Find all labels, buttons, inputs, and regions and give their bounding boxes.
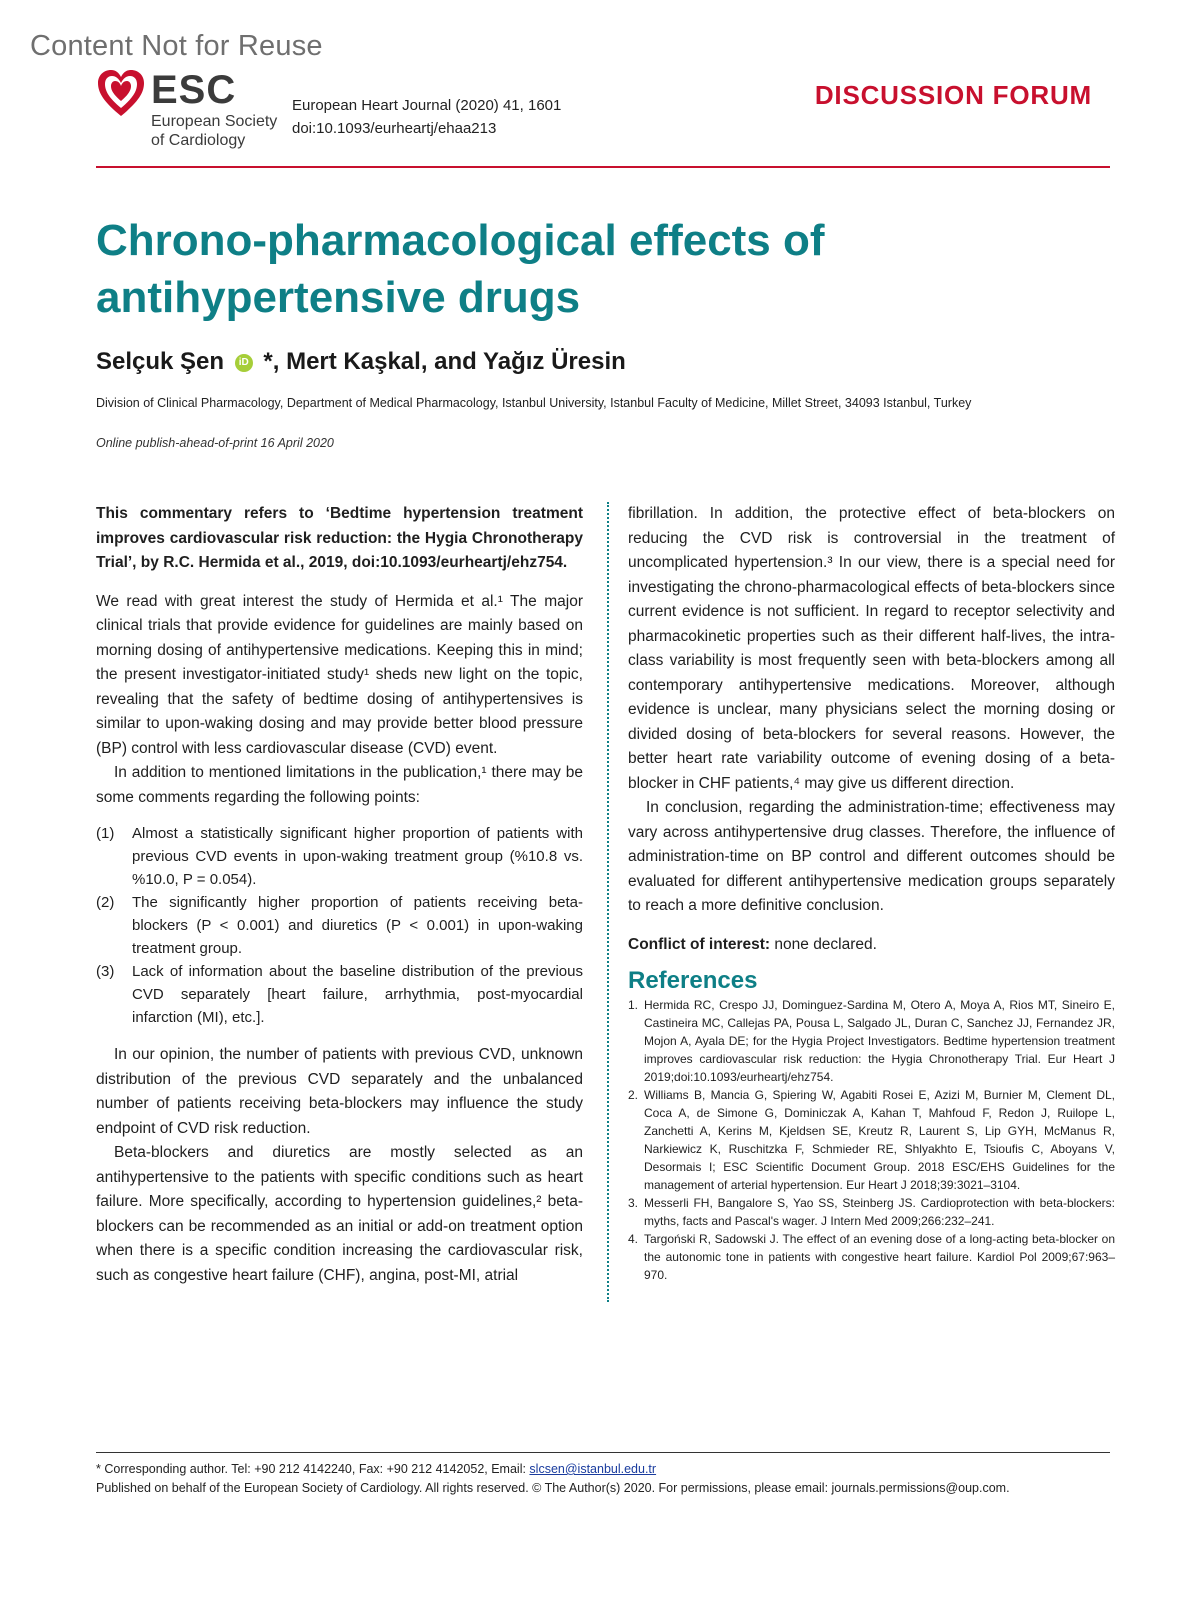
logo-wordmark: ESC: [151, 68, 237, 112]
point-number: (3): [96, 963, 115, 980]
point-text: Almost a statistically significant higher proportion of patients with previous CVD events in upon-waking treatment group (%10.8 vs. %10.0, P = 0.054).: [132, 825, 583, 888]
paragraph-2: In addition to mentioned limitations in the publication,¹ there may be some comments regarding the following points:: [96, 764, 583, 806]
point-text: Lack of information about the baseline distribution of the previous CVD separately [heart failure, arrhythmia, post-myocardial infarction (MI), etc.].: [132, 963, 583, 1026]
column-divider: [607, 502, 609, 1302]
email-link[interactable]: slcsen@istanbul.edu.tr: [529, 1462, 657, 1476]
paragraph-5: fibrillation. In addition, the protective effect of beta-blockers on reducing the CVD risk is controversial in the treatment of uncomplicated hypertension.³ In our view, there is a special need for investigating the chrono-pharmacological effects of beta-blockers since current evidence is not sufficient. In regard to receptor selectivity and pharmacokinetic properties such as their different half-lives, the intra-class variability is most frequently seen with beta-blockers among all contemporary antihypertensive medications. Moreover, although evidence is unclear, many physicians select the morning dosing or divided dosing of beta-blockers for several reasons. However, the better heart rate variability outcome of evening dosing of a beta-blocker in CHF patients,⁴ may give us different direction.: [628, 505, 1115, 792]
heart-icon: [96, 68, 146, 120]
esc-logo: [96, 68, 286, 148]
journal-citation: European Heart Journal (2020) 41, 1601: [292, 97, 562, 114]
reference-number: 2.: [628, 1087, 639, 1102]
coi-label: Conflict of interest:: [628, 935, 771, 953]
paragraph-3: In our opinion, the number of patients with previous CVD, unknown distribution of the previous CVD separately and the unbalanced number of patients receiving beta-blockers may influence the study endpoint of CVD risk reduction.: [96, 1046, 583, 1137]
publisher-note: Published on behalf of the European Society of Cardiology. All rights reserved. © The Author(s) 2020. For permissions, please email: journals.permissions@oup.com.: [96, 1481, 1010, 1495]
conflict-of-interest: [628, 933, 1115, 958]
orcid-icon[interactable]: iD: [235, 354, 253, 372]
coi-text: none declared.: [770, 935, 877, 953]
point-number: (1): [96, 825, 115, 842]
list-item: [96, 891, 583, 960]
author-1-name[interactable]: Selçuk Şen: [96, 348, 225, 375]
list-item: [96, 822, 583, 891]
reference-number: 4.: [628, 1231, 639, 1246]
point-number: (2): [96, 894, 115, 911]
reference-text: Targoński R, Sadowski J. The effect of an evening dose of a long-acting beta-blocker on the autonomic tone in patients with congestive heart failure. Kardiol Pol 2009;67:963–970.: [644, 1231, 1115, 1282]
reference-text: Messerli FH, Bangalore S, Yao SS, Steinberg JS. Cardioprotection with beta-blockers: myths, facts and Pascal's wager. J Intern Med 2009;266:232–241.: [644, 1195, 1115, 1228]
paragraph-6: In conclusion, regarding the administration-time; effectiveness may vary across antihypertensive drug classes. Therefore, the influence of administration-time on BP control and different outcomes should be evaluated for different antihypertensive medication groups separately to reach a more definitive conclusion.: [628, 799, 1115, 914]
footer: [96, 1460, 1010, 1498]
watermark-text: Content Not for Reuse: [30, 30, 323, 62]
point-text: The significantly higher proportion of patients receiving beta-blockers (P < 0.001) and diuretics (P < 0.001) in upon-waking treatment group.: [132, 894, 583, 957]
publish-note: Online publish-ahead-of-print 16 April 2020: [96, 436, 334, 450]
list-item: [96, 960, 583, 1029]
affiliation: Division of Clinical Pharmacology, Department of Medical Pharmacology, Istanbul University, Istanbul Faculty of Medicine, Millet Street, 34093 Istanbul, Turkey: [96, 396, 972, 410]
reference-item[interactable]: [628, 1086, 1115, 1194]
paragraph-1: We read with great interest the study of Hermida et al.¹ The major clinical trials that provide evidence for guidelines are mainly based on morning dosing of antihypertensive medications. Keeping this in mind; the present investigator-initiated study¹ sheds new light on the topic, revealing that the safety of bedtime dosing of antihypertensives is similar to upon-waking dosing and may provide better blood pressure (BP) control with less cardiovascular disease (CVD) event.: [96, 592, 583, 757]
header-divider: [96, 166, 1110, 168]
corresponding-author: [96, 1460, 1010, 1479]
points-list: [96, 822, 583, 1029]
reference-text: Hermida RC, Crespo JJ, Dominguez-Sardina M, Otero A, Moya A, Rios MT, Sineiro E, Castineira MC, Callejas PA, Pousa L, Salgado JL, Duran C, Sanchez JJ, Fernandez JR, Mojon A, Ayala DE; for the Hygia Project Investigators. Bedtime hypertension treatment improves cardiovascular risk reduction: the Hygia Chronotherapy Trial. Eur Heart J 2019;doi:10.1093/eurheartj/ehz754.: [644, 997, 1115, 1084]
references-heading: References: [628, 967, 758, 994]
reference-number: 1.: [628, 997, 639, 1012]
author-line: [96, 348, 626, 376]
commentary-lead: This commentary refers to ‘Bedtime hypertension treatment improves cardiovascular risk reduction: the Hygia Chronotherapy Trial’, by R.C. Hermida et al., 2019, doi:10.1093/eurheartj/ehz754.: [96, 505, 583, 571]
footer-divider: [96, 1452, 1110, 1453]
journal-citation-block: [292, 94, 561, 140]
reference-item[interactable]: [628, 996, 1115, 1086]
corresponding-text: * Corresponding author. Tel: +90 212 4142240, Fax: +90 212 4142052, Email:: [96, 1462, 530, 1476]
reference-number: 3.: [628, 1195, 639, 1210]
logo-subtitle: European Society of Cardiology: [151, 113, 278, 149]
section-label: DISCUSSION FORUM: [814, 80, 1092, 110]
references-list: [628, 996, 1115, 1284]
left-column: [96, 502, 583, 1288]
right-column: [628, 502, 1115, 1284]
author-others: *, Mert Kaşkal, and Yağız Üresin: [263, 348, 626, 375]
reference-item[interactable]: [628, 1194, 1115, 1230]
reference-text: Williams B, Mancia G, Spiering W, Agabiti Rosei E, Azizi M, Burnier M, Clement DL, Coca A, de Simone G, Dominiczak A, Kahan T, Mahfoud F, Redon J, Ruilope L, Zanchetti A, Kerins M, Kjeldsen SE, Kreutz R, Laurent S, Lip GYH, McManus R, Narkiewicz K, Ruschitzka F, Schmieder RE, Shlyakhto E, Tsioufis C, Aboyans V, Desormais I; ESC Scientific Document Group. 2018 ESC/EHS Guidelines for the management of arterial hypertension. Eur Heart J 2018;39:3021–3104.: [644, 1087, 1115, 1192]
reference-item[interactable]: [628, 1230, 1115, 1284]
journal-doi: doi:10.1093/eurheartj/ehaa213: [292, 120, 497, 137]
article-title: Chrono-pharmacological effects of antihypertensive drugs: [96, 216, 825, 322]
paragraph-4: Beta-blockers and diuretics are mostly selected as an antihypertensive to the patients with specific conditions such as heart failure. More specifically, according to hypertension guidelines,² beta-blockers can be recommended as an initial or add-on treatment option when there is a specific condition increasing the cardiovascular risk, such as congestive heart failure (CHF), angina, post-MI, atrial: [96, 1144, 583, 1284]
